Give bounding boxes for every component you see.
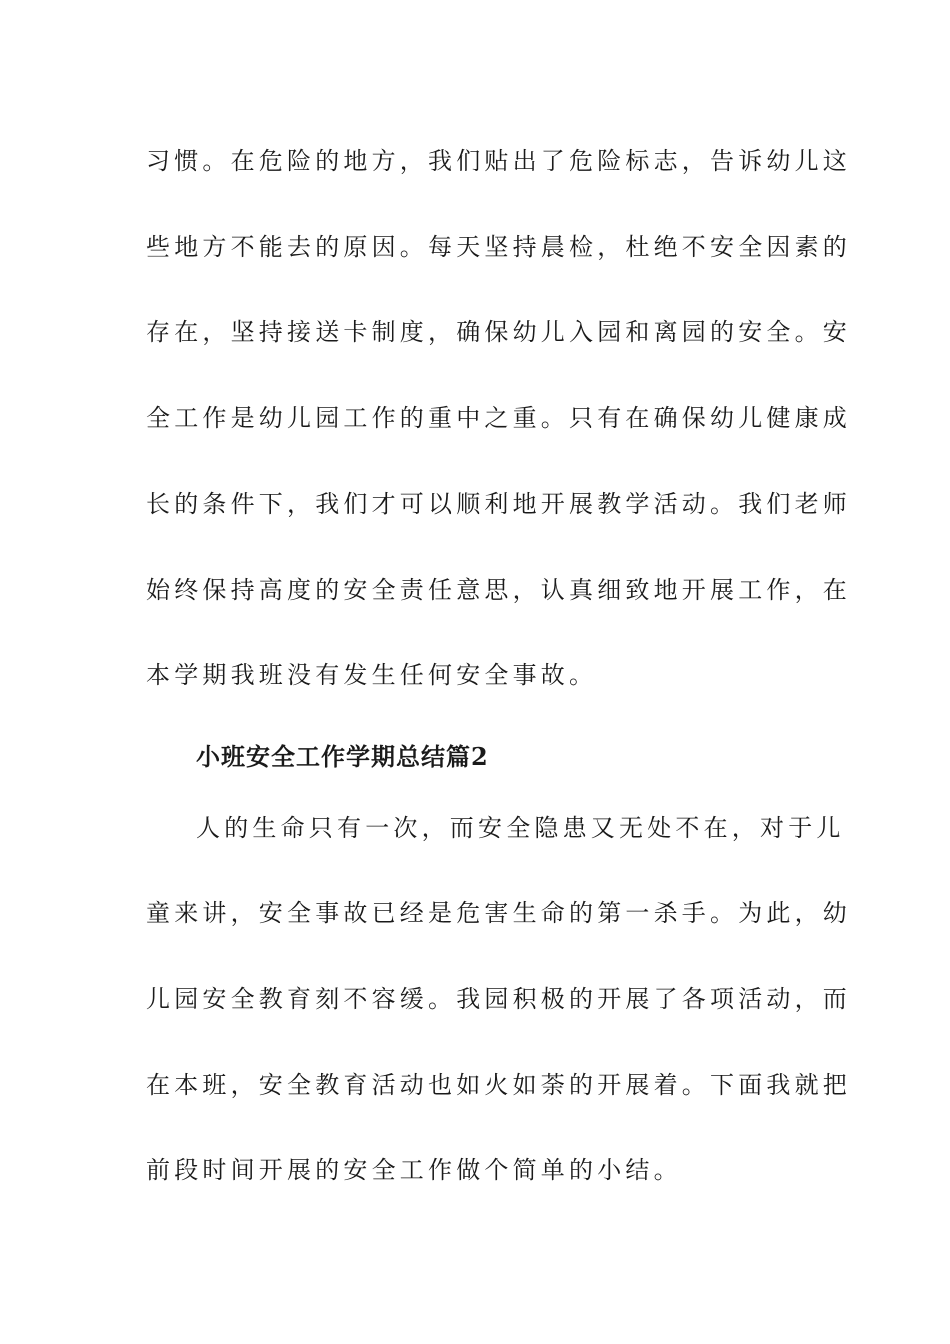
text-line: 长的条件下，我们才可以顺利地开展教学活动。我们老师: [146, 490, 851, 518]
text-line: 儿园安全教育刻不容缓。我园积极的开展了各项活动，而: [146, 985, 851, 1013]
text-line: 全工作是幼儿园工作的重中之重。只有在确保幼儿健康成: [146, 404, 851, 432]
text-line: 在本班，安全教育活动也如火如荼的开展着。下面我就把: [146, 1071, 851, 1099]
text-line: 存在，坚持接送卡制度，确保幼儿入园和离园的安全。安: [146, 318, 851, 346]
section-heading: 小班安全工作学期总结篇2: [196, 742, 489, 771]
text-line: 些地方不能去的原因。每天坚持晨检，杜绝不安全因素的: [146, 233, 851, 261]
text-line: 习惯。在危险的地方，我们贴出了危险标志，告诉幼儿这: [146, 147, 851, 175]
text-line: 始终保持高度的安全责任意思，认真细致地开展工作，在: [146, 576, 851, 604]
text-line: 前段时间开展的安全工作做个简单的小结。: [146, 1156, 682, 1184]
text-line: 人的生命只有一次，而安全隐患又无处不在，对于儿: [196, 814, 845, 842]
text-line: 本学期我班没有发生任何安全事故。: [146, 661, 598, 689]
text-line: 童来讲，安全事故已经是危害生命的第一杀手。为此，幼: [146, 899, 851, 927]
